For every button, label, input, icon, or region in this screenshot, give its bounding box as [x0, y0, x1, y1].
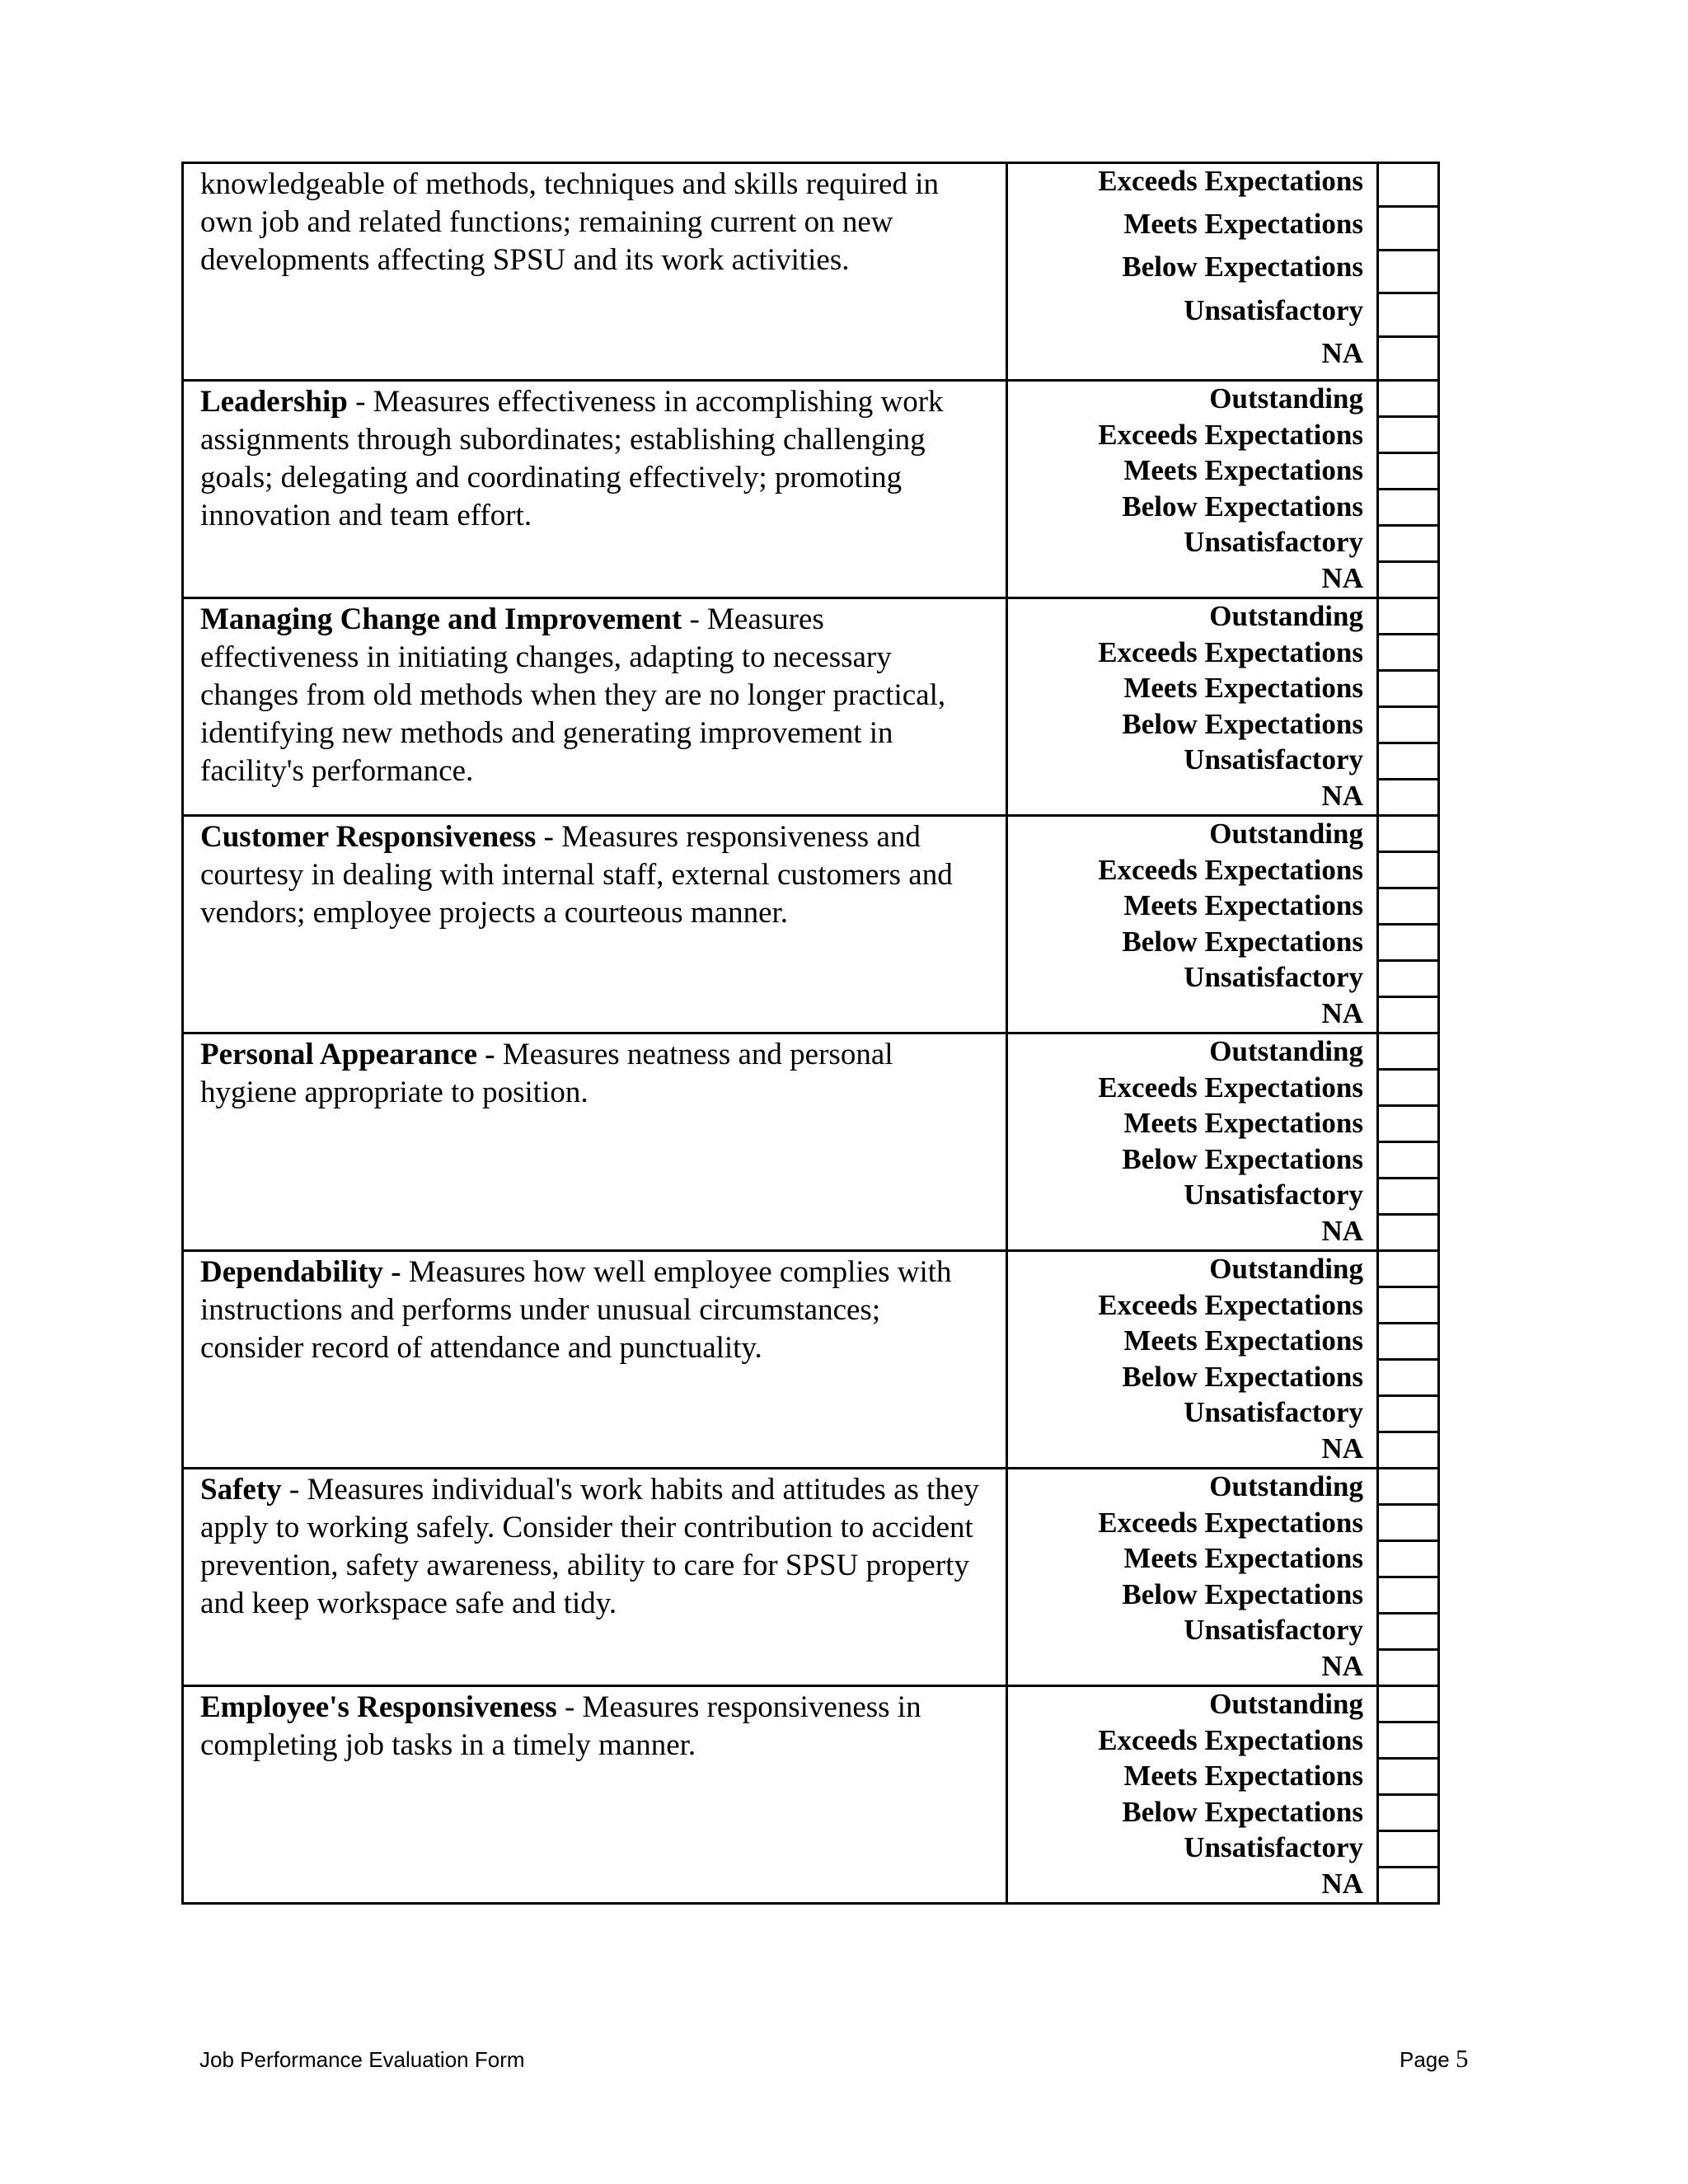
evaluation-row — [183, 1251, 1439, 1469]
rating-checkbox[interactable] — [1379, 1723, 1437, 1760]
rating-checkbox[interactable] — [1379, 1107, 1437, 1143]
rating-label: NA — [1321, 1649, 1363, 1682]
criterion-text: Measures neatness and personal hygiene appropriate to position. — [200, 1038, 893, 1109]
rating-labels-cell — [1007, 163, 1378, 381]
criterion-description — [183, 1469, 1007, 1686]
rating-checkbox[interactable] — [1379, 1433, 1437, 1467]
rating-checkbox[interactable] — [1379, 1506, 1437, 1542]
rating-checkbox[interactable] — [1379, 926, 1437, 962]
criterion-description — [183, 1033, 1007, 1251]
rating-checkbox[interactable] — [1379, 338, 1437, 379]
rating-checkbox[interactable] — [1379, 1687, 1437, 1723]
rating-labels-cell — [1007, 381, 1378, 598]
rating-checkbox[interactable] — [1379, 1216, 1437, 1249]
rating-label: Meets Expectations — [1123, 1760, 1363, 1792]
rating-label: Below Expectations — [1122, 1142, 1363, 1175]
rating-label: Below Expectations — [1122, 490, 1363, 523]
evaluation-row — [183, 1033, 1439, 1251]
rating-checkbox[interactable] — [1379, 1361, 1437, 1397]
rating-label: Below Expectations — [1122, 925, 1363, 958]
rating-checkbox-cell — [1378, 381, 1439, 598]
rating-label: Exceeds Expectations — [1098, 635, 1363, 668]
rating-label: Meets Expectations — [1123, 1542, 1363, 1574]
rating-checkbox[interactable] — [1379, 853, 1437, 889]
rating-labels-cell — [1007, 1033, 1378, 1251]
criterion-title: Personal Appearance - — [200, 1038, 495, 1071]
criterion-title: Safety — [200, 1473, 282, 1507]
rating-label: Below Expectations — [1122, 251, 1363, 284]
criterion-description — [183, 381, 1007, 598]
rating-checkbox[interactable] — [1379, 1469, 1437, 1506]
rating-checkbox[interactable] — [1379, 889, 1437, 926]
criterion-title: Employee's Responsiveness — [200, 1690, 557, 1724]
rating-checkbox[interactable] — [1379, 1832, 1437, 1868]
rating-label: NA — [1321, 336, 1363, 369]
rating-checkbox[interactable] — [1379, 164, 1437, 208]
rating-checkbox[interactable] — [1379, 998, 1437, 1032]
rating-checkbox[interactable] — [1379, 708, 1437, 744]
rating-label: Unsatisfactory — [1184, 1614, 1363, 1646]
rating-label: Exceeds Expectations — [1098, 1071, 1363, 1104]
rating-label: Unsatisfactory — [1184, 1179, 1363, 1211]
rating-label: Below Expectations — [1122, 1795, 1363, 1828]
evaluation-row — [183, 163, 1439, 381]
rating-label: Unsatisfactory — [1184, 743, 1363, 776]
rating-checkbox-cell — [1378, 1686, 1439, 1904]
rating-label: Exceeds Expectations — [1098, 165, 1363, 197]
criterion-title: Customer Responsiveness — [200, 820, 537, 854]
rating-label: Outstanding — [1209, 818, 1363, 850]
rating-label: Outstanding — [1209, 600, 1363, 632]
rating-label: Meets Expectations — [1123, 889, 1363, 921]
rating-checkbox[interactable] — [1379, 1179, 1437, 1216]
rating-label: NA — [1321, 779, 1363, 812]
rating-label: Outstanding — [1209, 1253, 1363, 1285]
rating-labels-cell — [1007, 1469, 1378, 1686]
rating-checkbox[interactable] — [1379, 1288, 1437, 1324]
rating-checkbox-cell — [1378, 1251, 1439, 1469]
rating-checkbox[interactable] — [1379, 1034, 1437, 1071]
criterion-text: knowledgeable of methods, techniques and skills required in own job and related functions; remaining current on new developments affecting SPSU and its work activities. — [200, 167, 940, 277]
rating-checkbox[interactable] — [1379, 1324, 1437, 1361]
rating-checkbox[interactable] — [1379, 208, 1437, 251]
rating-labels-cell — [1007, 598, 1378, 816]
criterion-text: - Measures responsiveness in completing job tasks in a timely manner. — [200, 1690, 921, 1762]
rating-checkbox[interactable] — [1379, 1868, 1437, 1902]
rating-label: Exceeds Expectations — [1098, 1288, 1363, 1321]
rating-label: NA — [1321, 561, 1363, 594]
evaluation-row — [183, 816, 1439, 1033]
evaluation-row — [183, 1469, 1439, 1686]
evaluation-row — [183, 1686, 1439, 1904]
evaluation-row — [183, 381, 1439, 598]
rating-label: Outstanding — [1209, 1470, 1363, 1502]
rating-checkbox[interactable] — [1379, 780, 1437, 814]
rating-checkbox-cell — [1378, 598, 1439, 816]
rating-label: Unsatisfactory — [1184, 1396, 1363, 1428]
rating-checkbox[interactable] — [1379, 672, 1437, 708]
rating-checkbox[interactable] — [1379, 817, 1437, 853]
evaluation-row — [183, 598, 1439, 816]
rating-checkbox-cell — [1378, 1033, 1439, 1251]
rating-checkbox[interactable] — [1379, 744, 1437, 780]
rating-label: Meets Expectations — [1123, 454, 1363, 486]
evaluation-table — [181, 162, 1440, 1905]
rating-label: Outstanding — [1209, 1035, 1363, 1067]
rating-label: Exceeds Expectations — [1098, 1723, 1363, 1756]
rating-checkbox[interactable] — [1379, 1397, 1437, 1433]
rating-checkbox[interactable] — [1379, 527, 1437, 563]
rating-label: Below Expectations — [1122, 1577, 1363, 1610]
rating-checkbox[interactable] — [1379, 1143, 1437, 1179]
criterion-description — [183, 598, 1007, 816]
rating-checkbox[interactable] — [1379, 418, 1437, 454]
rating-label: Unsatisfactory — [1184, 526, 1363, 558]
rating-label: NA — [1321, 996, 1363, 1029]
rating-checkbox[interactable] — [1379, 1542, 1437, 1578]
rating-checkbox[interactable] — [1379, 635, 1437, 672]
criterion-description — [183, 1686, 1007, 1904]
rating-label: Exceeds Expectations — [1098, 418, 1363, 451]
rating-label: NA — [1321, 1214, 1363, 1247]
criterion-text: - Measures effectiveness in initiating changes, adapting to necessary changes from old methods when they are no longer practical, identifying new methods and generating improvement in facility's performance. — [200, 602, 946, 788]
rating-label: Below Expectations — [1122, 707, 1363, 740]
rating-checkbox[interactable] — [1379, 251, 1437, 295]
rating-label: Unsatisfactory — [1184, 293, 1363, 326]
rating-label: Unsatisfactory — [1184, 1831, 1363, 1863]
criterion-title: Dependability - — [200, 1255, 401, 1289]
rating-checkbox[interactable] — [1379, 563, 1437, 597]
rating-label: Meets Expectations — [1123, 1324, 1363, 1357]
rating-checkbox[interactable] — [1379, 1071, 1437, 1107]
rating-checkbox[interactable] — [1379, 454, 1437, 490]
footer-form-name: Job Performance Evaluation Form — [199, 2047, 525, 2072]
rating-label: Unsatisfactory — [1184, 961, 1363, 993]
page-number: 5 — [1455, 2044, 1469, 2073]
rating-label: Below Expectations — [1122, 1360, 1363, 1393]
rating-labels-cell — [1007, 1686, 1378, 1904]
criterion-title: Managing Change and Improvement — [200, 602, 682, 636]
rating-checkbox-cell — [1378, 816, 1439, 1033]
rating-checkbox[interactable] — [1379, 599, 1437, 635]
rating-checkbox[interactable] — [1379, 490, 1437, 527]
criterion-description — [183, 163, 1007, 381]
rating-checkbox[interactable] — [1379, 962, 1437, 998]
rating-labels-cell — [1007, 1251, 1378, 1469]
rating-checkbox[interactable] — [1379, 1760, 1437, 1796]
rating-checkbox[interactable] — [1379, 1615, 1437, 1651]
rating-checkbox[interactable] — [1379, 1578, 1437, 1615]
criterion-text: Measures how well employee complies with instructions and performs under unusual circumstances; consider record of attendance and punctuality. — [200, 1255, 952, 1365]
rating-label: Meets Expectations — [1123, 1107, 1363, 1139]
rating-label: Exceeds Expectations — [1098, 853, 1363, 886]
rating-checkbox[interactable] — [1379, 382, 1437, 418]
criterion-description — [183, 1251, 1007, 1469]
rating-label: Outstanding — [1209, 382, 1363, 415]
rating-checkbox[interactable] — [1379, 1651, 1437, 1685]
rating-checkbox[interactable] — [1379, 294, 1437, 338]
criterion-text: - Measures effectiveness in accomplishing work assignments through subordinates; establishing challenging goals; delegating and coordinating effectively; promoting innovation and team effort. — [200, 385, 944, 532]
rating-label: NA — [1321, 1432, 1363, 1465]
criterion-description — [183, 816, 1007, 1033]
rating-label: Meets Expectations — [1123, 208, 1363, 241]
rating-label: NA — [1321, 1867, 1363, 1900]
rating-checkbox[interactable] — [1379, 1796, 1437, 1832]
rating-checkbox-cell — [1378, 163, 1439, 381]
criterion-text: - Measures individual's work habits and attitudes as they apply to working safely. Consider their contribution to accident prevention, safety awareness, ability to care for SPSU property and keep workspace safe and tidy. — [200, 1473, 979, 1620]
page-label: Page — [1400, 2047, 1450, 2072]
rating-label: Meets Expectations — [1123, 672, 1363, 704]
rating-labels-cell — [1007, 816, 1378, 1033]
rating-checkbox-cell — [1378, 1469, 1439, 1686]
rating-label: Exceeds Expectations — [1098, 1506, 1363, 1539]
rating-label: Outstanding — [1209, 1688, 1363, 1720]
criterion-title: Leadership — [200, 385, 348, 419]
footer-page-number — [1400, 2044, 1468, 2074]
criterion-text: - Measures responsiveness and courtesy in dealing with internal staff, external customers and vendors; employee projects a courteous manner. — [200, 820, 953, 930]
rating-checkbox[interactable] — [1379, 1252, 1437, 1288]
